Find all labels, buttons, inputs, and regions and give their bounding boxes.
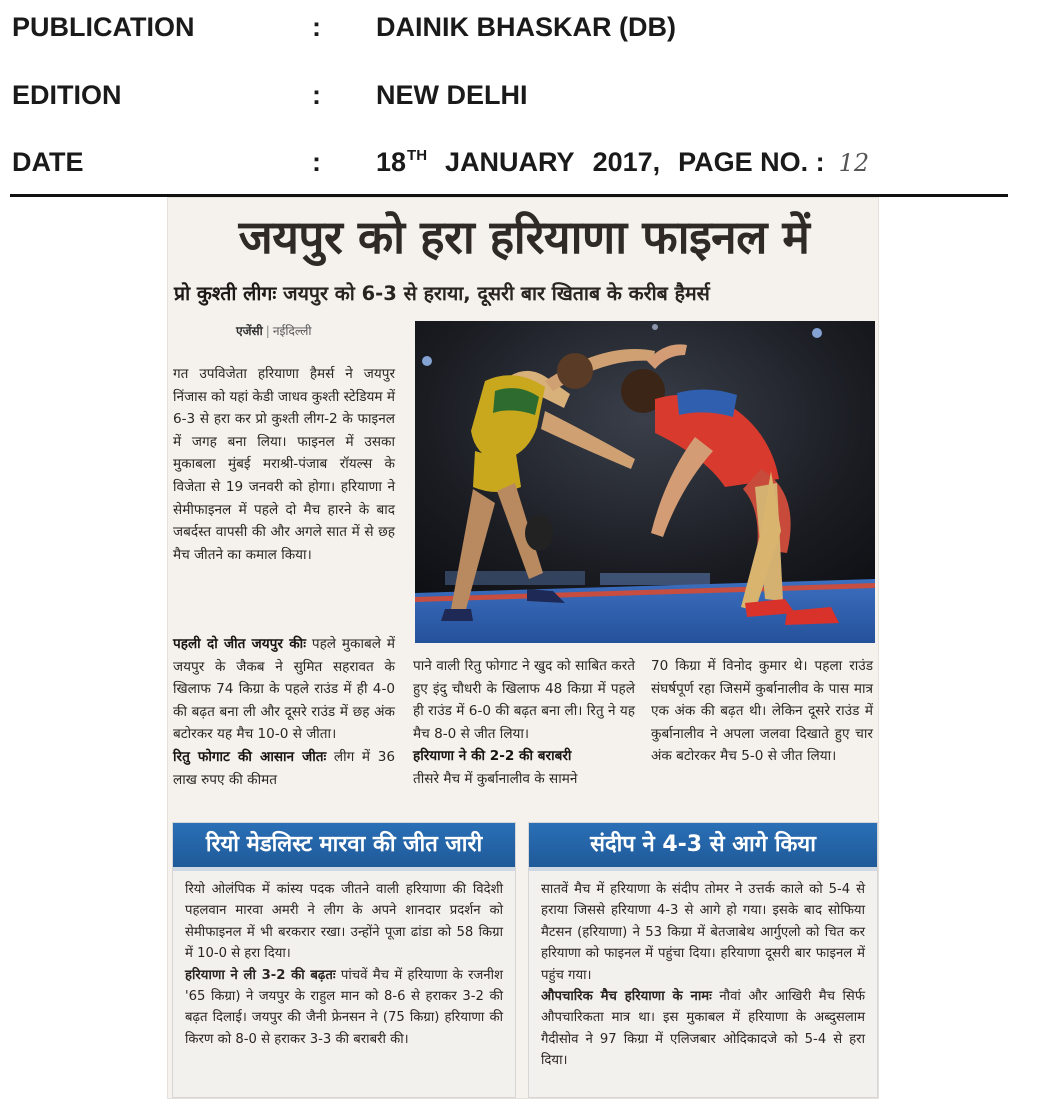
sidebar-box-marwa-text	[185, 879, 503, 1050]
lead-text: पांचवें मैच में हरियाणा के रजनीश '65 किग्रा) ने जयपुर के राहुल मान को 8-6 से हराकर 3-2 की बढ़त दिलाई। जयपुर की जैनी फ्रेनसन ने (75 किग्रा) हरियाणा की किरण को 8-0 से हराकर 3-3 की बराबरी की।	[185, 967, 503, 1047]
formal-match-paragraph	[541, 986, 865, 1072]
sidebar-box-sandeep-title: संदीप ने 4-3 से आगे किया	[529, 823, 877, 867]
section-ritu-win	[173, 746, 395, 791]
publication-colon: :	[312, 12, 321, 42]
lead-heading: हरियाणा ने ली 3-2 की बढ़तः	[185, 967, 336, 983]
byline-city: नईदिल्ली	[272, 324, 312, 338]
subhead-text: जयपुर को 6-3 से हराया, दूसरी बार खिताब के करीब हैमर्स	[283, 282, 710, 305]
page-number-handwritten: 12	[838, 149, 870, 177]
header-divider	[10, 194, 1008, 197]
section-first-wins-text: पहले मुकाबले में जयपुर के जैकब ने सुमित सहरावत के खिलाफ 74 किग्रा के पहले राउंड में ही 4-0 की बढ़त बना ली और दूसरे राउंड में छह अंक बटोरकर यह मैच 10-0 से जीता।	[173, 636, 395, 743]
section-first-wins-heading: पहली दो जीत जयपुर कीः	[173, 636, 306, 652]
date-row	[12, 147, 1012, 187]
section-first-wins	[173, 633, 395, 746]
section-ritu-win-heading: रितु फोगाट की आसान जीतः	[173, 748, 327, 765]
marwa-paragraph: रियो ओलंपिक में कांस्य पदक जीतने वाली हरियाणा की विदेशी पहलवान मारवा अमरी ने लीग के अपने शानदार प्रदर्शन को सेमीफाइनल में भी बरकरार रखा। उन्होंने पूजा ढांडा को 58 किग्रा में 10-0 से हरा दिया।	[185, 882, 503, 962]
edition-row	[12, 80, 1012, 120]
section-equalizer-continued: 70 किग्रा में विनोद कुमार थे। पहला राउंड संघर्षपूर्ण रहा जिसमें कुर्बानालीव के पास मात्र एक अंक की बढ़त थी। लेकिन दूसरे राउंड में कुर्बानालीव ने अपला जलवा दिखाते हुए चार अंक बटोरकर मैच 5-0 से जीत लिया।	[651, 658, 873, 765]
section-ritu-win-continued: पाने वाली रितु फोगाट ने खुद को साबित करते हुए इंदु चौधरी के खिलाफ 48 किग्रा में पहले ही राउंड में 6-0 की बढ़त बना ली। रितु ने यह मैच 8-0 से जीत लिया।	[413, 658, 635, 742]
lead-paragraph	[185, 965, 503, 1051]
sidebar-box-sandeep	[528, 822, 878, 1098]
section-equalizer	[413, 745, 635, 790]
article-column-1-continued	[173, 633, 395, 791]
date-day: 18	[376, 147, 407, 177]
edition-label: EDITION	[12, 80, 122, 110]
article-column-1	[173, 363, 395, 566]
article-intro: गत उपविजेता हरियाणा हैमर्स ने जयपुर निंजास को यहां केडी जाधव कुश्ती स्टेडियम में 6-3 से हरा कर प्रो कुश्ती लीग-2 के फाइनल में जगह बना लिया। फाइनल में उसका मुकाबला मुंबई मराश्री-पंजाब रॉयल्स के विजेता से 19 जनवरी को होगा। हरियाणा ने सेमीफाइनल में पहले दो मैच हारने के बाद जबर्दस्त वापसी की और अगले सात में से छह मैच जीतने का कमाल किया।	[173, 366, 396, 563]
sidebar-box-sandeep-text	[541, 879, 865, 1072]
wrestling-photo	[415, 321, 875, 643]
date-value	[376, 147, 869, 178]
sidebar-box-marwa-title: रियो मेडलिस्ट मारवा की जीत जारी	[173, 823, 515, 867]
section-ritu-win-text: लीग में 36 लाख रुपए की कीमत	[173, 748, 395, 788]
date-year: 2017,	[592, 147, 661, 177]
edition-colon: :	[312, 80, 321, 110]
article-column-2	[413, 655, 635, 791]
byline-agency: एजेंसी	[236, 324, 263, 338]
wrestling-photo-illustration	[415, 321, 875, 643]
date-month: JANUARY	[445, 147, 575, 177]
section-equalizer-heading: हरियाणा ने की 2-2 की बराबरी	[413, 748, 572, 765]
article-column-3	[651, 655, 873, 768]
subhead-lead: प्रो कुश्ती लीगः	[174, 282, 277, 305]
formal-match-text: नौवां और आखिरी मैच सिर्फ औपचारिकता मात्र था। इस मुकाबल में हरियाणा के अब्दुसलाम गैदीसोव ने 97 किग्रा में एलिजबार ओदिकादजे को 5-4 से हरा दिया।	[541, 989, 865, 1069]
date-colon: :	[312, 147, 321, 177]
publication-value: DAINIK BHASKAR (DB)	[376, 12, 676, 42]
edition-value: NEW DELHI	[376, 80, 528, 110]
page-number-label: PAGE NO. :	[678, 147, 825, 177]
byline	[236, 322, 312, 339]
section-equalizer-text: तीसरे मैच में कुर्बानालीव के सामने	[413, 770, 578, 787]
date-day-suffix: TH	[407, 147, 428, 164]
sidebar-box-marwa	[172, 822, 516, 1098]
article-subhead	[174, 279, 878, 306]
date-label: DATE	[12, 147, 84, 177]
byline-separator: |	[265, 324, 270, 338]
sandeep-paragraph: सातवें मैच में हरियाणा के संदीप तोमर ने उत्तर्क काले को 5-4 से हराया जिससे हरियाणा 4-3 से आगे हो गया। इसके बाद सोफिया मैटसन (हरियाणा) ने 53 किग्रा में बेतजाबेथ आर्गुएलो को चित कर हरियाणा को फाइनल में पहुंचा दिया। हरियाणा दूसरी बार फाइनल में पहुंच गया।	[541, 882, 865, 983]
article-headline: जयपुर को हरा हरियाणा फाइनल में	[238, 210, 810, 264]
publication-label: PUBLICATION	[12, 12, 195, 42]
formal-match-heading: औपचारिक मैच हरियाणा के नामः	[541, 989, 712, 1005]
publication-row	[12, 12, 1012, 52]
